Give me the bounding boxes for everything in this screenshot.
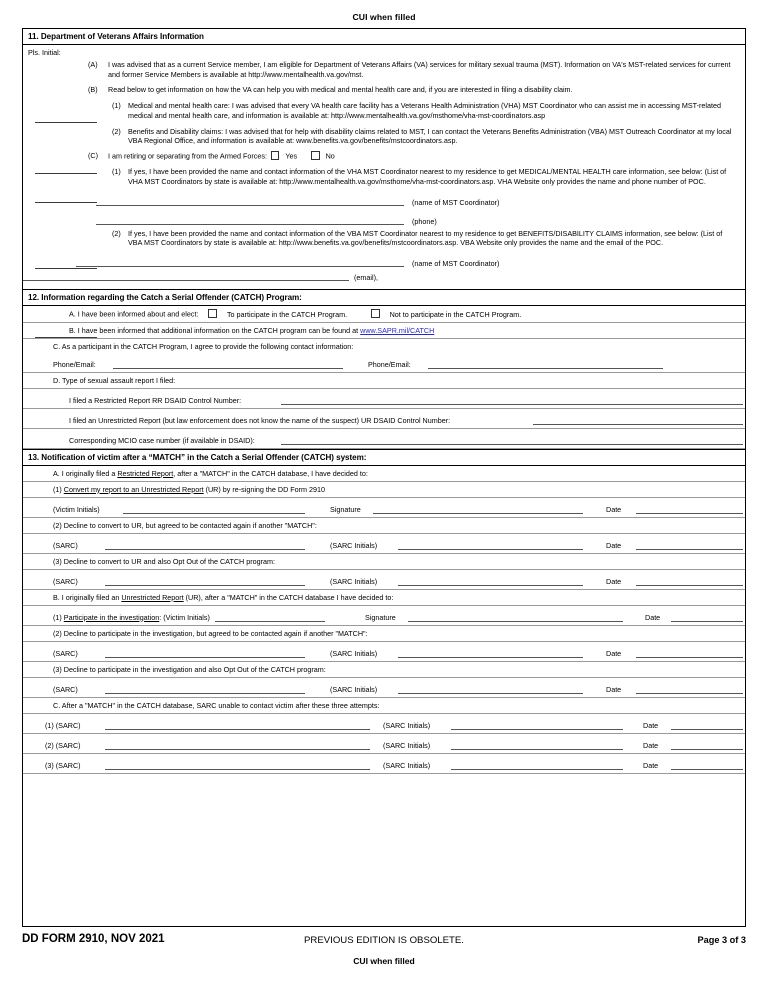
c1-sarc-input[interactable] xyxy=(105,729,370,730)
blank-area xyxy=(23,774,745,926)
checkbox-catch-participate[interactable] xyxy=(208,309,217,318)
b2-sarc-initials-input[interactable] xyxy=(398,657,583,658)
section-13-row-a3-text xyxy=(23,554,745,570)
section-11-item-b1 xyxy=(28,101,740,120)
section-13-row-b2-text xyxy=(23,626,745,642)
s13-b2-text: (2) Decline to participate in the investigation, but agreed to be contacted again if another "MATCH": xyxy=(53,628,368,638)
item-b1-marker: (1) xyxy=(112,101,121,111)
section-13-row-b-intro xyxy=(23,590,745,606)
section-11-item-c xyxy=(28,151,740,161)
a1-victim-initials-input[interactable] xyxy=(123,513,305,514)
a1-signature-row xyxy=(23,498,745,517)
section-13-row-c2 xyxy=(23,734,745,754)
c2-sarc-initials-label: (SARC Initials) xyxy=(383,740,431,750)
sapr-catch-link[interactable]: www.SAPR.mil/CATCH xyxy=(360,325,435,335)
mst-coordinator-name-caption-1: (name of MST Coordinator) xyxy=(412,197,500,207)
item-b2-marker: (2) xyxy=(112,126,121,136)
a3-date-input[interactable] xyxy=(636,585,743,586)
section-13-row-a2-text xyxy=(23,518,745,534)
c1-sarc-initials-label: (SARC Initials) xyxy=(383,720,431,730)
a3-sarc-initials-input[interactable] xyxy=(398,585,583,586)
page-number: Page 3 of 3 xyxy=(697,934,746,945)
section-11-item-b2 xyxy=(28,127,740,146)
a2-date-input[interactable] xyxy=(636,549,743,550)
a1-signature-input[interactable] xyxy=(373,513,583,514)
restricted-report-label: I filed a Restricted Report RR DSAID Control Number: xyxy=(69,395,242,405)
b1-victim-initials-input[interactable] xyxy=(215,621,325,622)
mst-coordinator-phone-row xyxy=(28,210,740,229)
section-13-row-a1-text xyxy=(23,482,745,498)
mst-coordinator-phone-input[interactable] xyxy=(96,224,404,225)
c3-sarc-label: (3) (SARC) xyxy=(45,760,81,770)
section-12-header: 12. Information regarding the Catch a Serial Offender (CATCH) Program: xyxy=(23,289,745,306)
b3-sarc-initials-label: (SARC Initials) xyxy=(330,684,378,694)
c3-sarc-initials-label: (SARC Initials) xyxy=(383,760,431,770)
section-12-a-option-2: Not to participate in the CATCH Program. xyxy=(389,309,522,319)
section-12-row-c-text xyxy=(23,339,745,353)
section-12-a-option-1: To participate in the CATCH Program. xyxy=(226,309,348,319)
section-11-item-b xyxy=(28,85,740,95)
initial-blank-a[interactable] xyxy=(35,122,97,123)
label-no: No xyxy=(325,151,335,161)
a2-sarc-input[interactable] xyxy=(105,549,305,550)
mst-coordinator-email-input[interactable] xyxy=(23,280,349,281)
b2-sarc-initials-label: (SARC Initials) xyxy=(330,648,378,658)
b1-signature-label: Signature xyxy=(365,612,396,622)
c2-attempt-row xyxy=(23,734,745,753)
c3-sarc-input[interactable] xyxy=(105,769,370,770)
checkbox-catch-not-participate[interactable] xyxy=(371,309,380,318)
s13-b1-pre: (1) xyxy=(53,612,64,622)
mst-coordinator-email-row xyxy=(28,271,740,285)
a1-date-input[interactable] xyxy=(636,513,743,514)
restricted-report-input[interactable] xyxy=(281,404,743,405)
s13-a-intro-post: , after a "MATCH" in the CATCH database, I have decided to: xyxy=(173,468,368,478)
a3-date-label: Date xyxy=(606,576,622,586)
section-13-row-b1 xyxy=(23,606,745,626)
section-13-row-a-intro xyxy=(23,466,745,482)
item-c1-marker: (1) xyxy=(112,167,121,177)
phone-email-input-1[interactable] xyxy=(113,368,343,369)
section-12-row-d1 xyxy=(23,389,745,409)
b1-date-input[interactable] xyxy=(671,621,743,622)
item-a-text: I was advised that as a current Service member, I am eligible for Department of Veterans Affairs (VA) services for military sexual trauma (MST). Information on VA's MST-related services for current and former Service Members is available at http://www.mentalhealth.va.gov/mst. xyxy=(108,60,731,79)
label-yes: Yes xyxy=(285,151,298,161)
s13-a-intro-pre: A. I originally filed a xyxy=(53,468,118,478)
restricted-report-row xyxy=(23,389,745,408)
mcio-case-input[interactable] xyxy=(281,444,743,445)
s13-a-intro-underlined: Restricted Report xyxy=(117,468,174,478)
c3-date-label: Date xyxy=(643,760,659,770)
item-b1-text: Medical and mental health care: I was advised that every VA health care facility has a Veterans Health Administration (VHA) MST Coordinator who can assist me in accessing MST-related medical and mental health care, and information is available at: http://www.mentalhealth.va.gov/msthome/vha-mst-coordinators.asp xyxy=(128,101,721,120)
checkbox-retiring-no[interactable] xyxy=(311,151,320,160)
b3-date-input[interactable] xyxy=(636,693,743,694)
c1-date-label: Date xyxy=(643,720,659,730)
s13-a2-text: (2) Decline to convert to UR, but agreed to be contacted again if another "MATCH": xyxy=(53,520,317,530)
phone-email-label-2: Phone/Email: xyxy=(368,359,411,369)
s13-c-text: C. After a "MATCH" in the CATCH database, SARC unable to contact victim after these three attempts: xyxy=(53,700,380,710)
b3-date-label: Date xyxy=(606,684,622,694)
page-footer xyxy=(22,933,746,949)
section-12-row-d2 xyxy=(23,409,745,429)
a3-sarc-label: (SARC) xyxy=(53,576,78,586)
b2-date-label: Date xyxy=(606,648,622,658)
unrestricted-report-row xyxy=(23,409,745,428)
c2-sarc-initials-input[interactable] xyxy=(451,749,623,750)
c3-date-input[interactable] xyxy=(671,769,743,770)
a2-date-label: Date xyxy=(606,540,622,550)
item-c2-text: If yes, I have been provided the name and contact information of the VBA MST Coordinator nearest to my residence to get BENEFITS/DISABILITY CLAIMS information, see below: (List of VBA MST Coordinators by state is available at: http://www.benefits.va.gov/benefits/mstcoordinators.asp. VBA Website only provides the name and the email of the POC. xyxy=(128,228,723,248)
phone-email-label-1: Phone/Email: xyxy=(53,359,96,369)
b1-signature-input[interactable] xyxy=(408,621,623,622)
section-13-row-a2-fields xyxy=(23,534,745,554)
mst-coordinator-name-row-1 xyxy=(28,191,740,210)
b2-sarc-input[interactable] xyxy=(105,657,305,658)
section-12-d-text: D. Type of sexual assault report I filed: xyxy=(53,375,176,385)
section-13-row-c-text xyxy=(23,698,745,714)
s13-b1-post: : (Victim Initials) xyxy=(159,612,210,622)
s13-b3-text: (3) Decline to participate in the investigation and also Opt Out of the CATCH program: xyxy=(53,664,326,674)
b1-date-label: Date xyxy=(645,612,661,622)
item-c-marker: (C) xyxy=(88,151,98,161)
section-13-row-c1 xyxy=(23,714,745,734)
a2-sarc-initials-label: (SARC Initials) xyxy=(330,540,378,550)
mcio-case-row xyxy=(23,429,745,448)
mst-coordinator-email-caption: (email), xyxy=(354,273,378,283)
mst-coordinator-name-input-2[interactable] xyxy=(76,266,404,267)
section-13-row-b3-fields xyxy=(23,678,745,698)
section-13-header: 13. Notification of victim after a “MATCH” in the Catch a Serial Offender (CATCH) system: xyxy=(23,449,745,466)
item-c1-text: If yes, I have been provided the name and contact information of the VHA MST Coordinator nearest to my residence to get MEDICAL/MENTAL HEALTH care information, see below: (List of VHA MST Coordinators by state is available at: http://www.mentalhealth.va.gov/msthome/vha-mst-coordinators.asp. VHA Website only provides the name and phone number of POC. xyxy=(128,167,727,186)
s13-a1-post: (UR) by re-signing the DD Form 2910 xyxy=(203,484,326,494)
section-11-body xyxy=(23,45,745,289)
cui-banner-top: CUI when filled xyxy=(352,12,416,22)
section-12-a-label: A. I have been informed about and elect: xyxy=(69,309,199,319)
item-b-text: Read below to get information on how the VA can help you with medical and mental health care and, if you are interested in filing a disability claim. xyxy=(108,85,573,95)
c1-sarc-initials-input[interactable] xyxy=(451,729,623,730)
c2-sarc-label: (2) (SARC) xyxy=(45,740,81,750)
section-12-row-d xyxy=(23,373,745,389)
b1-signature-row xyxy=(23,606,745,625)
s13-b1-underlined: Participate in the investigation xyxy=(63,612,160,622)
a1-signature-label: Signature xyxy=(330,504,361,514)
section-12-row-a xyxy=(23,306,745,323)
s13-b-intro-post: (UR), after a "MATCH" in the CATCH database I have decided to: xyxy=(183,592,394,602)
item-c-text: I am retiring or separating from the Armed Forces: xyxy=(108,151,267,161)
unrestricted-report-input[interactable] xyxy=(533,424,743,425)
a1-date-label: Date xyxy=(606,504,622,514)
b2-signature-row xyxy=(23,642,745,661)
a2-signature-row xyxy=(23,534,745,553)
checkbox-retiring-yes[interactable] xyxy=(271,151,280,160)
c2-sarc-input[interactable] xyxy=(105,749,370,750)
s13-b-intro-underlined: Unrestricted Report xyxy=(121,592,184,602)
s13-a3-text: (3) Decline to convert to UR and also Opt Out of the CATCH program: xyxy=(53,556,275,566)
section-13-row-a3-fields xyxy=(23,570,745,590)
b3-sarc-label: (SARC) xyxy=(53,684,78,694)
s13-a1-pre: (1) xyxy=(53,484,64,494)
b1-label-group xyxy=(53,613,210,622)
section-11-item-a xyxy=(28,60,740,79)
c3-sarc-initials-input[interactable] xyxy=(451,769,623,770)
section-12-row-b xyxy=(23,323,745,339)
mcio-case-label: Corresponding MCIO case number (if available in DSAID): xyxy=(69,435,255,445)
c1-attempt-row xyxy=(23,714,745,733)
s13-a1-underlined: Convert my report to an Unrestricted Report xyxy=(63,484,204,494)
mst-coordinator-name-input-1[interactable] xyxy=(96,205,404,206)
b3-signature-row xyxy=(23,678,745,697)
c2-date-input[interactable] xyxy=(671,749,743,750)
b3-sarc-input[interactable] xyxy=(105,693,305,694)
unrestricted-report-label: I filed an Unrestricted Report (but law enforcement does not know the name of the suspect) UR DSAID Control Number: xyxy=(69,415,451,425)
mst-coordinator-name-row-2 xyxy=(28,252,740,271)
a3-sarc-input[interactable] xyxy=(105,585,305,586)
section-12-row-d3 xyxy=(23,429,745,449)
b2-date-input[interactable] xyxy=(636,657,743,658)
section-13-row-b2-fields xyxy=(23,642,745,662)
section-12-c-text: C. As a participant in the CATCH Program, I agree to provide the following contact information: xyxy=(53,341,354,351)
previous-edition-notice: PREVIOUS EDITION IS OBSOLETE. xyxy=(304,934,464,946)
item-b-marker: (B) xyxy=(88,85,98,95)
section-11-header: 11. Department of Veterans Affairs Information xyxy=(23,29,745,45)
form-body xyxy=(22,28,746,927)
item-c-row xyxy=(88,151,734,161)
b2-sarc-label: (SARC) xyxy=(53,648,78,658)
a3-signature-row xyxy=(23,570,745,589)
pls-initial-label: Pls. Initial: xyxy=(28,48,61,57)
contact-fields xyxy=(23,353,745,372)
mst-coordinator-name-caption-2: (name of MST Coordinator) xyxy=(412,259,500,269)
item-b2-text: Benefits and Disability claims: I was advised that for help with disability claims related to MST, I can contact the Veterans Benefits Administration (VBA) MST Outreach Coordinator at my local VBA Regional Office, and information is available at: www.benefits.va.gov/benefits/mstcoordinators.asp. xyxy=(128,126,732,146)
c1-sarc-label: (1) (SARC) xyxy=(45,720,81,730)
section-11-item-c1 xyxy=(28,167,740,186)
a3-sarc-initials-label: (SARC Initials) xyxy=(330,576,378,586)
section-13-row-b3-text xyxy=(23,662,745,678)
a2-sarc-label: (SARC) xyxy=(53,540,78,550)
a2-sarc-initials-input[interactable] xyxy=(398,549,583,550)
c3-attempt-row xyxy=(23,754,745,773)
s13-b-intro-pre: B. I originally filed an xyxy=(53,592,122,602)
section-13-row-c3 xyxy=(23,754,745,774)
b3-sarc-initials-input[interactable] xyxy=(398,693,583,694)
section-13-row-a1-fields xyxy=(23,498,745,518)
section-11-item-c2 xyxy=(28,229,740,248)
a1-victim-initials-label: (Victim Initials) xyxy=(53,504,100,514)
section-12-b-text: B. I have been informed that additional information on the CATCH program can be found at xyxy=(69,325,359,335)
item-c2-marker: (2) xyxy=(112,228,121,238)
c2-date-label: Date xyxy=(643,740,659,750)
form-identifier: DD FORM 2910, NOV 2021 xyxy=(22,932,165,945)
c1-date-input[interactable] xyxy=(671,729,743,730)
cui-banner-bottom: CUI when filled xyxy=(353,955,415,966)
item-a-marker: (A) xyxy=(88,60,98,69)
section-12-row-c-fields xyxy=(23,353,745,373)
mst-coordinator-phone-caption: (phone) xyxy=(412,216,437,226)
phone-email-input-2[interactable] xyxy=(428,368,663,369)
